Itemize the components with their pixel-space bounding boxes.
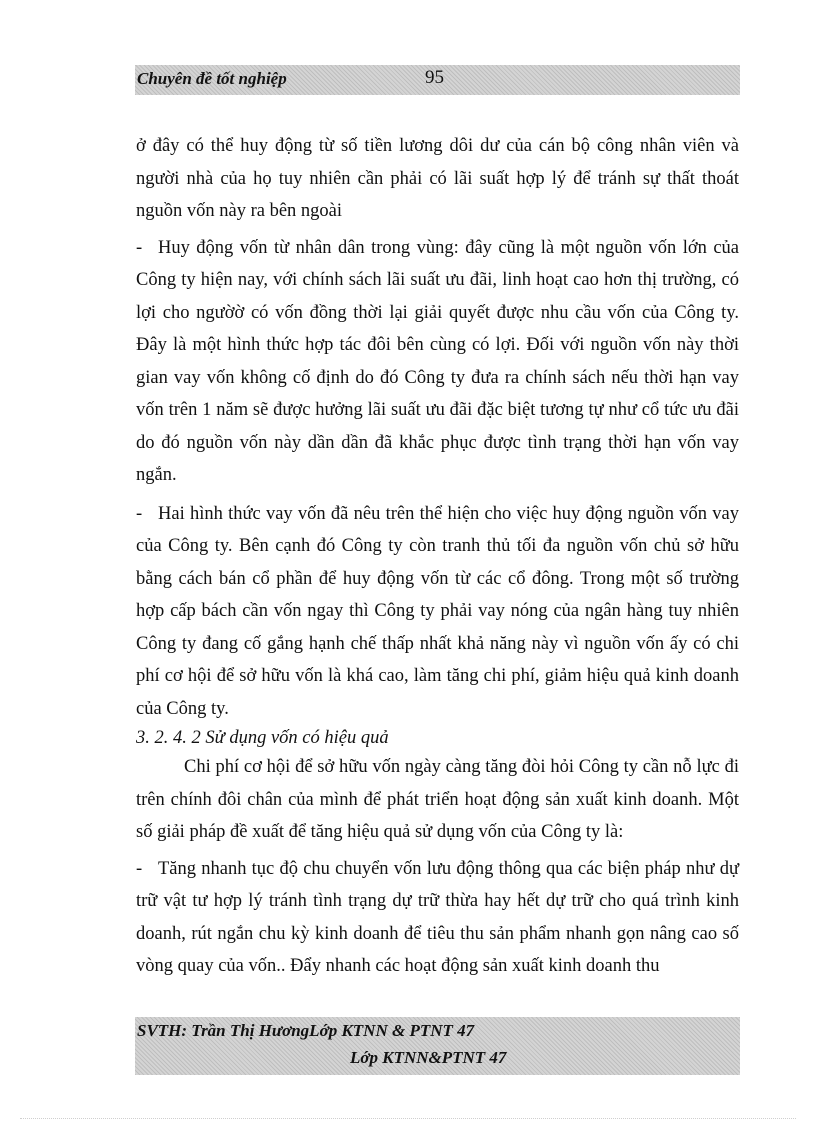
paragraph-intro: Chi phí cơ hội để sở hữu vốn ngày càng tăng đòi hỏi Công ty cần nỗ lực đi trên chính đôi chân của mình để phát triển hoạt động sản xuất kinh doanh. Một số giải pháp đề xuất để tăng hiệu quả sử dụng vốn của Công ty là: <box>136 757 739 842</box>
footer-author-line: SVTH: Trần Thị HươngLớp KTNN & PTNT 47 <box>137 1021 475 1040</box>
bullet-text: Tăng nhanh tục độ chu chuyển vốn lưu động thông qua các biện pháp như dự trữ vật tư hợp lý tránh tình trạng dự trữ thừa hay hết dự trữ cho quá trình kinh doanh, rút ngắn chu kỳ kinh doanh để tiêu thu sản phẩm nhanh gọn nâng cao số vòng quay của vốn.. Đẩy nhanh các hoạt động sản xuất kinh doanh thu <box>136 858 739 976</box>
bullet-paragraph-loan-forms <box>136 498 739 726</box>
page-footer <box>135 1017 740 1075</box>
bullet-paragraph-turnover <box>136 853 739 983</box>
bullet-text: Hai hình thức vay vốn đã nêu trên thể hiện cho việc huy động nguồn vốn vay của Công ty. Bên cạnh đó Công ty còn tranh thủ tối đa nguồn vốn chủ sở hữu bằng cách bán cổ phần để huy động vốn từ các cổ đông. Trong một số trường hợp cấp bách cần vốn ngay thì Công ty phải vay nóng của ngân hàng tuy nhiên Công ty đang cố gắng hạnh chế thấp nhất khả năng này vì nguồn vốn ấy có chi phí cơ hội để sở hữu vốn là khá cao, làm tăng chi phí, giảm hiệu quả kinh doanh của Công ty. <box>136 503 739 719</box>
bullet-dash: - <box>136 503 143 524</box>
header-title: Chuyên đề tốt nghiệp <box>137 69 287 88</box>
section-heading: 3. 2. 4. 2 Sử dụng vốn có hiệu quả <box>136 728 389 748</box>
bullet-dash: - <box>136 858 143 879</box>
paragraph-continuation: ở đây có thể huy động từ số tiền lương dôi dư của cán bộ công nhân viên và người nhà của họ tuy nhiên cần phải có lãi suất hợp lý để tránh sự thất thoát nguồn vốn này ra bên ngoài <box>136 136 739 221</box>
bullet-dash: - <box>136 237 143 258</box>
bullet-paragraph-local-capital <box>136 232 739 492</box>
document-body <box>136 130 739 983</box>
page-boundary <box>20 1118 796 1119</box>
page-number: 95 <box>425 67 444 88</box>
page-header <box>135 65 740 95</box>
bullet-text: Huy động vốn từ nhân dân trong vùng: đây cũng là một nguồn vốn lớn của Công ty hiện nay, với chính sách lãi suất ưu đãi, linh hoạt cao hơn thị trường, có lợi cho ngườờ có vốn đồng thời lại giải quyết được nhu cầu vốn của Công ty. Đây là một hình thức hợp tác đôi bên cùng có lợi. Đối với nguồn vốn này thời gian vay vốn không cố định do đó Công ty đưa ra chính sách nếu thời hạn vay vốn trên 1 năm sẽ được hưởng lãi suất ưu đãi đặc biệt tương tự như cổ tức ưu đãi do đó nguồn vốn này dần dần đã khắc phục được tình trạng thời hạn vốn vay ngắn. <box>136 237 739 485</box>
footer-class-line: Lớp KTNN&PTNT 47 <box>350 1048 507 1067</box>
